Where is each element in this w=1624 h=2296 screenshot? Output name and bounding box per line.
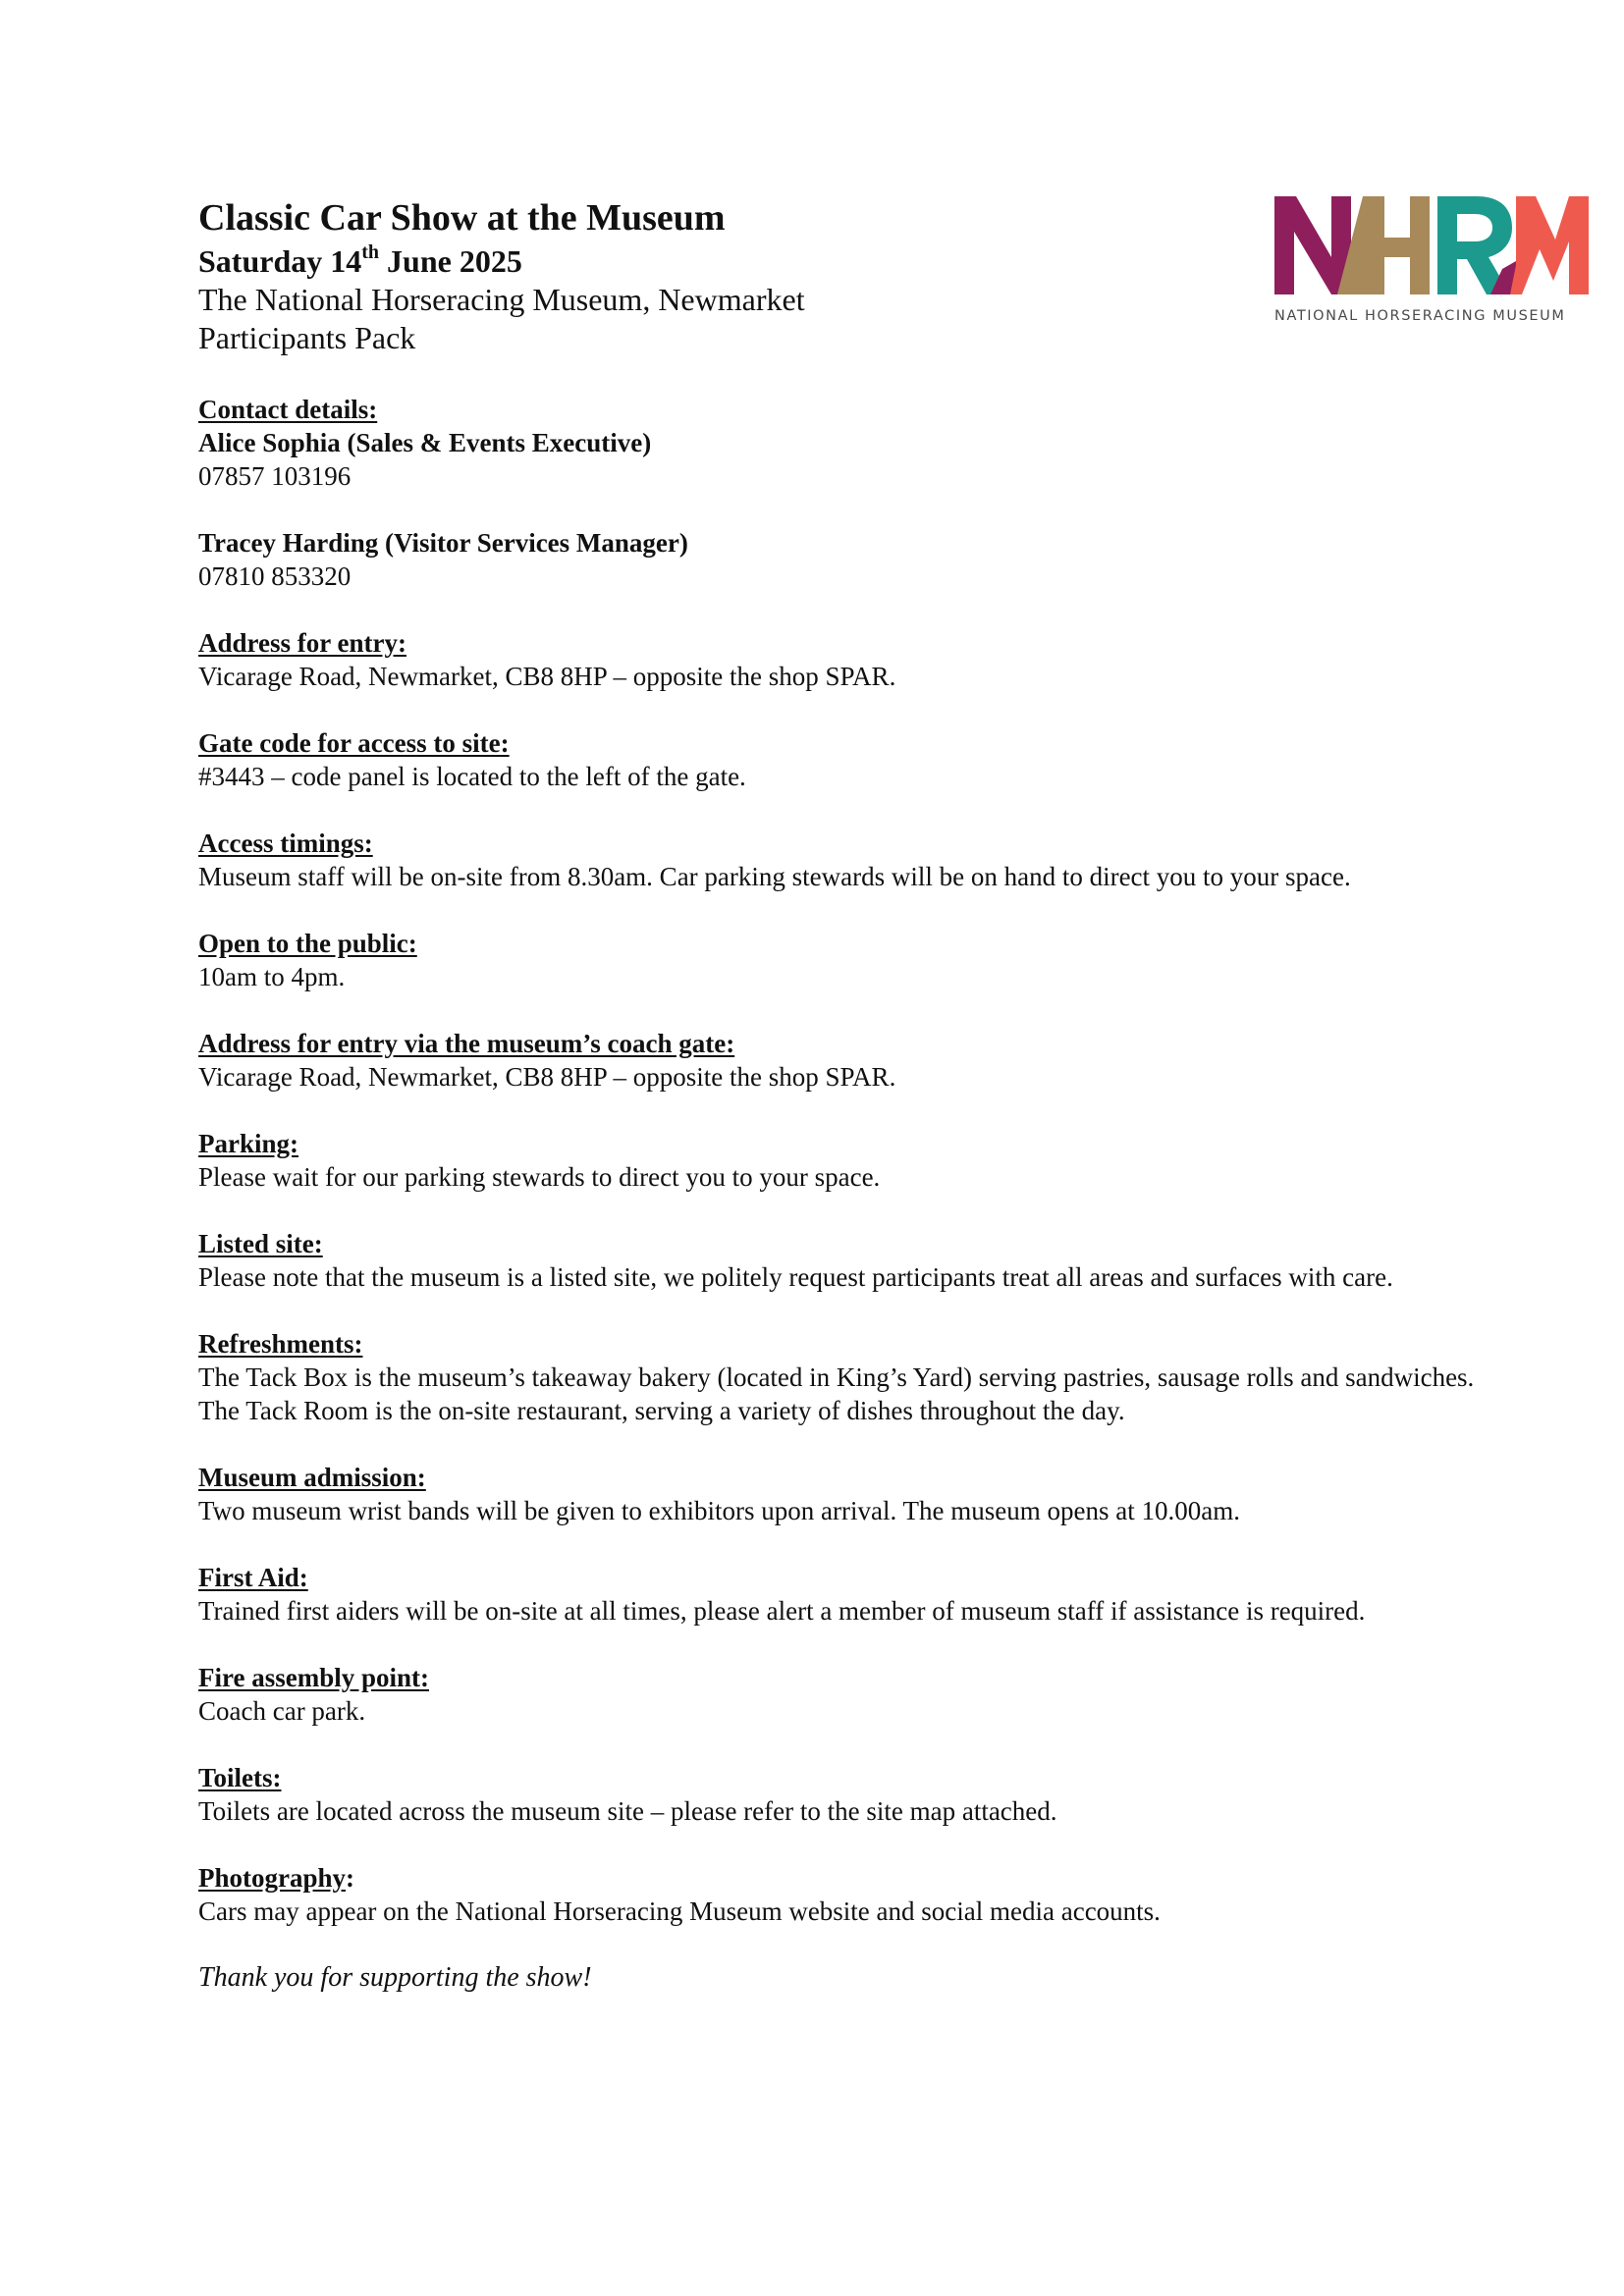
section-body: Toilets are located across the museum site – please refer to the site map attached.: [198, 1796, 1057, 1826]
contact-person-1-phone: 07857 103196: [198, 461, 352, 491]
closing-note: Thank you for supporting the show!: [198, 1962, 592, 1993]
section-open-to-public: [198, 927, 1475, 993]
section-photography: [198, 1861, 1475, 1928]
section-heading: Museum admission:: [198, 1463, 426, 1492]
contact-person-1-name: Alice Sophia (Sales & Events Executive): [198, 428, 652, 457]
section-heading: Address for entry via the museum’s coach gate:: [198, 1029, 735, 1058]
section-heading: Access timings:: [198, 828, 373, 858]
section-body: Museum staff will be on-site from 8.30am. Car parking stewards will be on hand to direct you to your space.: [198, 862, 1351, 891]
contact-section: [198, 393, 1475, 593]
section-heading: Photography: [198, 1863, 347, 1893]
contact-person-2-name: Tracey Harding (Visitor Services Manager): [198, 528, 688, 558]
contact-person-2-phone: 07810 853320: [198, 561, 352, 591]
section-heading: Fire assembly point:: [198, 1663, 429, 1692]
event-date-day: Saturday 14: [198, 243, 362, 279]
document-title: Classic Car Show at the Museum: [198, 197, 726, 239]
section-body: Coach car park.: [198, 1696, 366, 1726]
section-toilets: [198, 1761, 1475, 1828]
section-heading: Open to the public:: [198, 929, 417, 958]
section-heading: First Aid:: [198, 1563, 308, 1592]
section-body: Trained first aiders will be on-site at all times, please alert a member of museum staff if assistance is required.: [198, 1596, 1366, 1626]
section-listed-site: [198, 1227, 1475, 1294]
logo-caption: NATIONAL HORSERACING MUSEUM: [1274, 308, 1566, 324]
section-museum-admission: [198, 1461, 1475, 1527]
section-access-timings: [198, 827, 1475, 893]
section-heading: Toilets:: [198, 1763, 282, 1792]
section-body: Please note that the museum is a listed site, we politely request participants treat all areas and surfaces with care.: [198, 1262, 1393, 1292]
contact-heading: Contact details:: [198, 395, 378, 424]
section-body: The Tack Box is the museum’s takeaway bakery (located in King’s Yard) serving pastries, sausage rolls and sandwiches. The Tack Room is the on-site restaurant, serving a variety of dishes throughout the day.: [198, 1362, 1475, 1425]
section-body: Two museum wrist bands will be given to exhibitors upon arrival. The museum opens at 10.00am.: [198, 1496, 1240, 1525]
section-heading: Gate code for access to site:: [198, 728, 510, 758]
section-refreshments: [198, 1327, 1475, 1427]
section-body: #3443 – code panel is located to the left of the gate.: [198, 762, 746, 791]
photography-heading-line: [198, 1861, 1475, 1895]
section-parking: [198, 1127, 1475, 1194]
section-first-aid: [198, 1561, 1475, 1628]
document-name: Participants Pack: [198, 320, 416, 355]
section-heading: Address for entry:: [198, 628, 406, 658]
venue-line: The National Horseracing Museum, Newmarket: [198, 282, 805, 317]
section-heading: Parking:: [198, 1129, 299, 1158]
section-gate-code: [198, 726, 1475, 793]
section-address-entry: [198, 626, 1475, 693]
section-body: Cars may appear on the National Horseracing Museum website and social media accounts.: [198, 1896, 1161, 1926]
section-heading: Listed site:: [198, 1229, 323, 1258]
section-body: Vicarage Road, Newmarket, CB8 8HP – opposite the shop SPAR.: [198, 1062, 896, 1092]
section-body: Please wait for our parking stewards to direct you to your space.: [198, 1162, 881, 1192]
section-body: Vicarage Road, Newmarket, CB8 8HP – opposite the shop SPAR.: [198, 662, 896, 691]
section-fire-assembly: [198, 1661, 1475, 1728]
document-content: [198, 194, 1475, 1995]
section-coach-gate: [198, 1027, 1475, 1094]
event-date: [198, 241, 1475, 281]
event-date-rest: June 2025: [379, 243, 522, 279]
section-body: 10am to 4pm.: [198, 962, 346, 991]
heading-colon: :: [346, 1863, 355, 1893]
section-heading: Refreshments:: [198, 1329, 363, 1359]
event-date-suffix: th: [361, 241, 380, 264]
